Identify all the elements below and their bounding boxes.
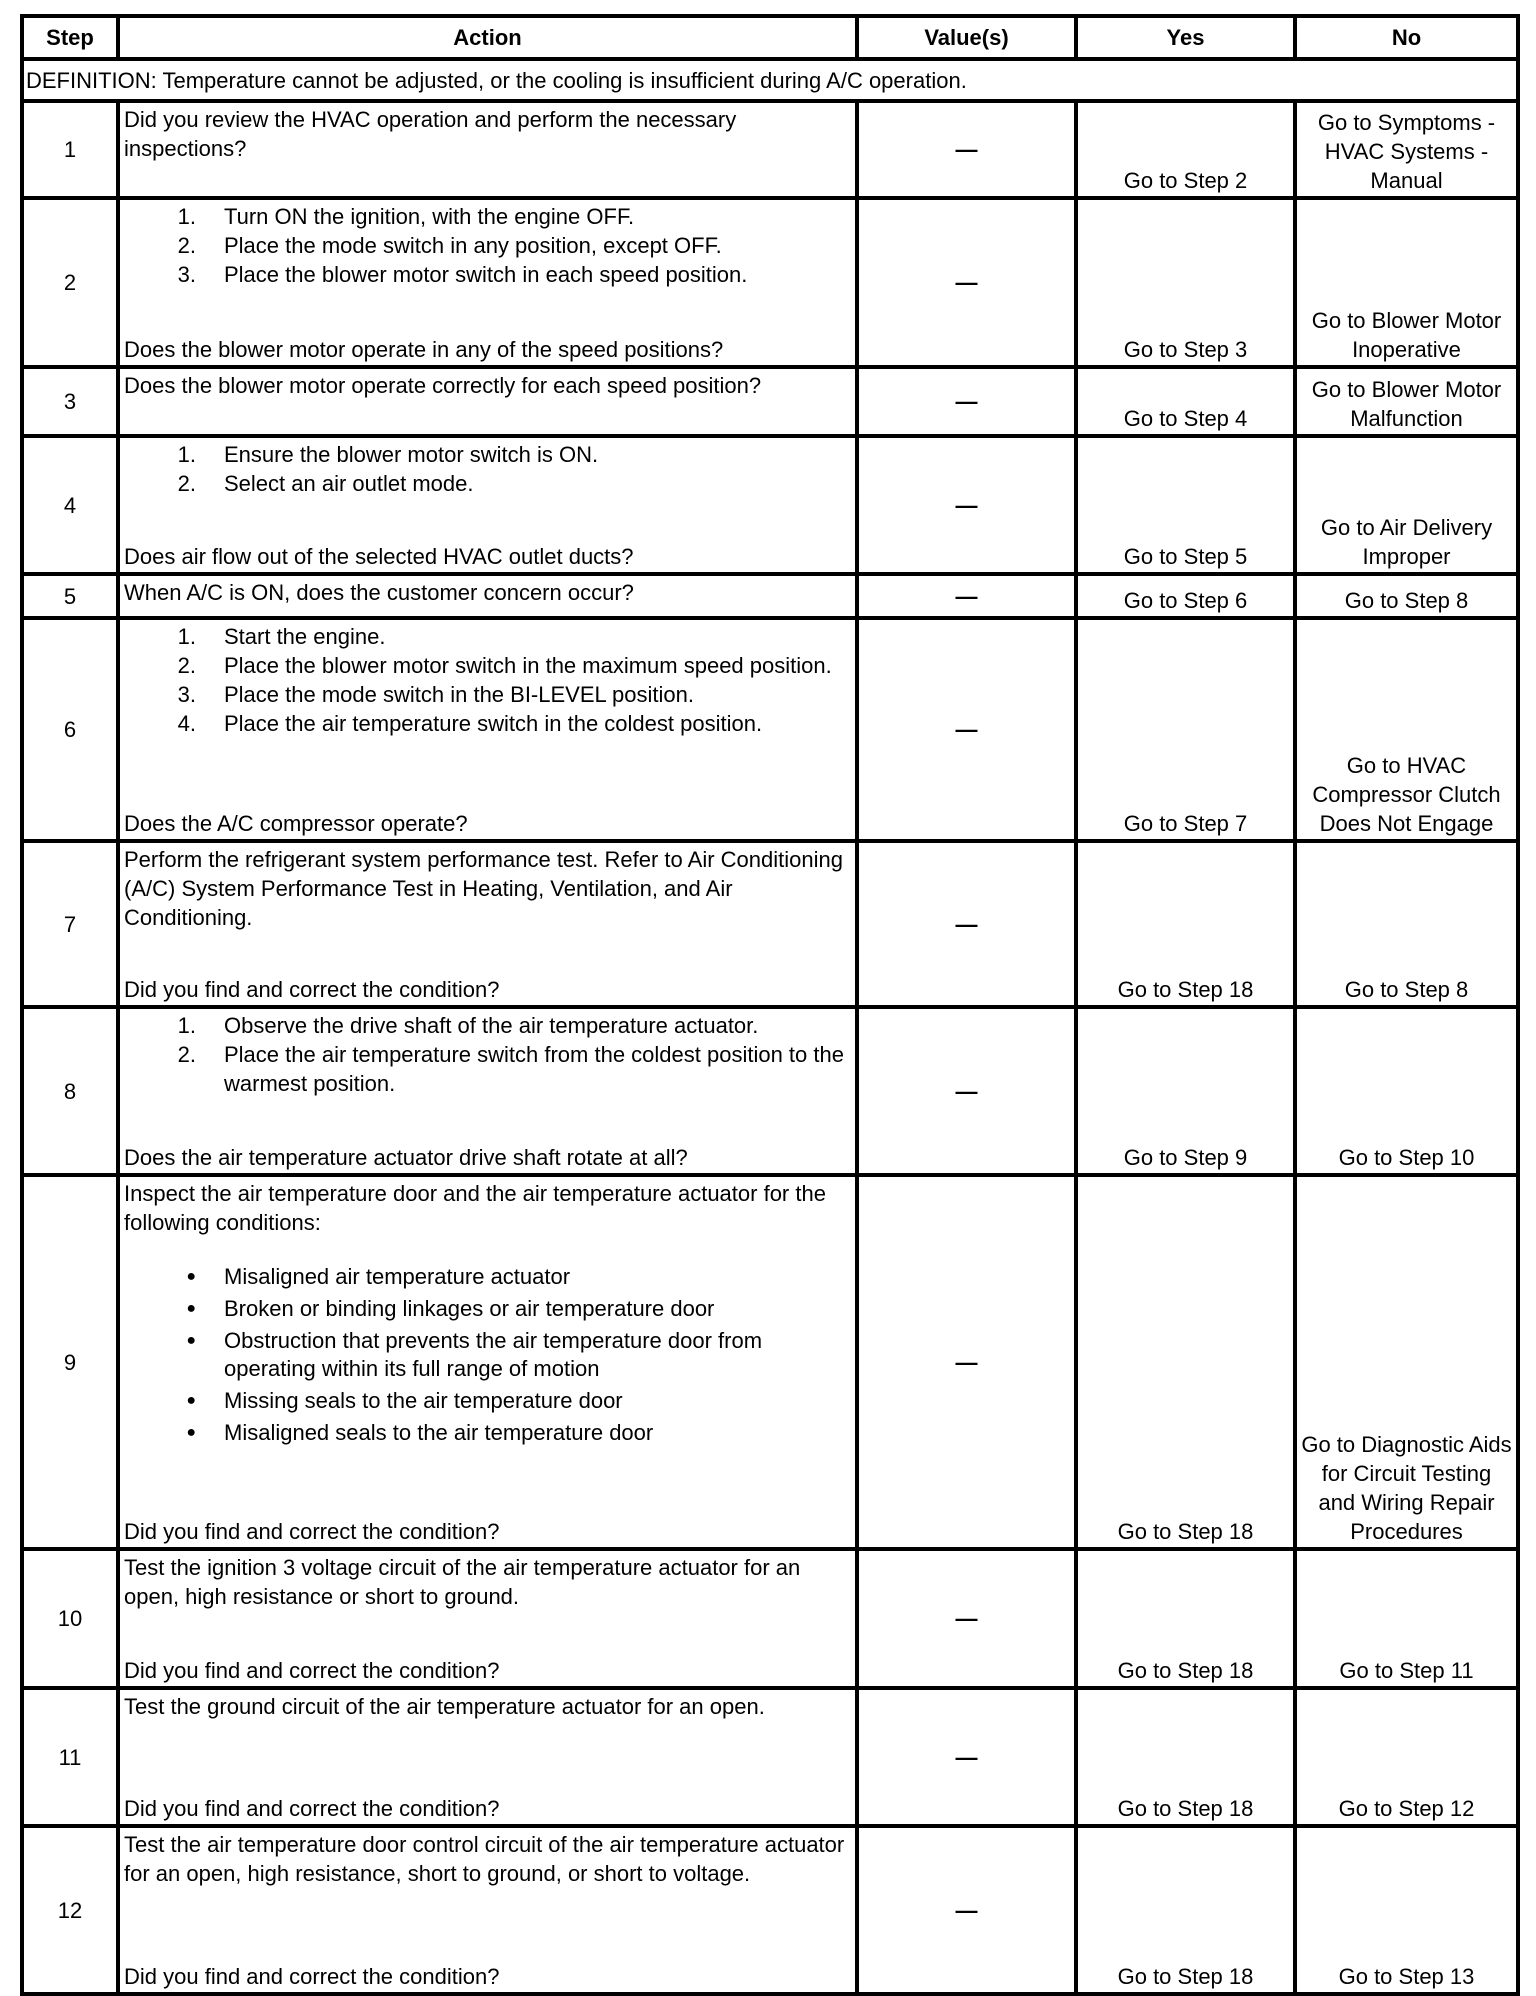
bullet-icon: ●	[186, 1268, 196, 1285]
list-item-text: Obstruction that prevents the air temperature door from operating within its full range of motion	[224, 1328, 763, 1381]
value-cell: —	[857, 1688, 1076, 1826]
action-content	[124, 1692, 851, 1823]
no-link[interactable]: Go to Diagnostic Aids for Circuit Testing and Wiring Repair Procedures	[1295, 1175, 1518, 1549]
list-item	[124, 622, 851, 651]
list-item	[124, 709, 851, 738]
action-content	[124, 845, 851, 1004]
value-cell: —	[857, 1007, 1076, 1175]
action-question: Does the blower motor operate in any of the speed positions?	[124, 337, 724, 362]
action-question: Did you find and correct the condition?	[124, 977, 500, 1002]
list-item-text: Start the engine.	[224, 624, 386, 649]
list-item	[124, 1011, 851, 1040]
step-number: 1	[22, 101, 118, 198]
list-item	[124, 260, 851, 289]
action-question: Does the air temperature actuator drive shaft rotate at all?	[124, 1145, 688, 1170]
list-item-text: Ensure the blower motor switch is ON.	[224, 442, 599, 467]
action-cell	[118, 1549, 857, 1688]
table-row	[22, 198, 1518, 367]
list-item-text: Place the blower motor switch in the maximum speed position.	[224, 653, 832, 678]
definition-text: DEFINITION: Temperature cannot be adjusted, or the cooling is insufficient during A/C operation.	[22, 59, 1518, 101]
value-cell: —	[857, 618, 1076, 841]
value-cell: —	[857, 198, 1076, 367]
action-question: Did you find and correct the condition?	[124, 1519, 500, 1544]
action-question: Did you find and correct the condition?	[124, 1964, 500, 1989]
list-number: 1.	[177, 624, 196, 649]
action-content	[124, 1011, 851, 1172]
bullet-icon: ●	[186, 1392, 196, 1409]
list-item	[124, 1295, 851, 1323]
action-content	[124, 1553, 851, 1685]
value-cell: —	[857, 367, 1076, 436]
no-link[interactable]: Go to Step 13	[1295, 1826, 1518, 1994]
list-item	[124, 231, 851, 260]
no-link[interactable]: Go to Step 11	[1295, 1549, 1518, 1688]
action-cell	[118, 618, 857, 841]
action-list	[124, 622, 851, 738]
list-item-text: Observe the drive shaft of the air temperature actuator.	[224, 1013, 759, 1038]
action-cell	[118, 574, 857, 618]
action-cell	[118, 101, 857, 198]
yes-link[interactable]: Go to Step 18	[1076, 1175, 1295, 1549]
list-item-text: Misaligned air temperature actuator	[224, 1264, 571, 1289]
action-list	[124, 1263, 851, 1447]
step-number: 9	[22, 1175, 118, 1549]
no-link[interactable]: Go to Symptoms - HVAC Systems - Manual	[1295, 101, 1518, 198]
list-item-text: Turn ON the ignition, with the engine OFF.	[224, 204, 635, 229]
step-number: 7	[22, 841, 118, 1007]
header-action: Action	[118, 16, 857, 59]
list-item	[124, 1387, 851, 1415]
list-number: 1.	[177, 442, 196, 467]
no-link[interactable]: Go to Step 10	[1295, 1007, 1518, 1175]
list-item-text: Missing seals to the air temperature door	[224, 1388, 623, 1413]
action-content	[124, 371, 851, 433]
no-link[interactable]: Go to Step 8	[1295, 574, 1518, 618]
list-item	[124, 440, 851, 469]
list-item	[124, 202, 851, 231]
yes-link[interactable]: Go to Step 18	[1076, 841, 1295, 1007]
step-number: 2	[22, 198, 118, 367]
list-number: 1.	[177, 204, 196, 229]
yes-link[interactable]: Go to Step 4	[1076, 367, 1295, 436]
table-row	[22, 436, 1518, 574]
no-link[interactable]: Go to Step 8	[1295, 841, 1518, 1007]
header-yes: Yes	[1076, 16, 1295, 59]
list-number: 2.	[177, 1042, 196, 1067]
action-cell	[118, 1007, 857, 1175]
yes-link[interactable]: Go to Step 5	[1076, 436, 1295, 574]
list-number: 3.	[177, 262, 196, 287]
list-number: 2.	[177, 653, 196, 678]
action-content	[124, 578, 851, 615]
yes-link[interactable]: Go to Step 9	[1076, 1007, 1295, 1175]
table-row	[22, 101, 1518, 198]
action-intro: Perform the refrigerant system performance test. Refer to Air Conditioning (A/C) System Performance Test in Heating, Ventilation, and Air Conditioning.	[124, 847, 843, 930]
action-content	[124, 440, 851, 571]
table-row	[22, 841, 1518, 1007]
action-content	[124, 202, 851, 364]
table-row	[22, 367, 1518, 436]
list-item	[124, 1419, 851, 1447]
list-item-text: Place the mode switch in the BI-LEVEL position.	[224, 682, 694, 707]
action-content	[124, 105, 851, 195]
step-number: 11	[22, 1688, 118, 1826]
table-row	[22, 574, 1518, 618]
step-number: 10	[22, 1549, 118, 1688]
no-link[interactable]: Go to Air Delivery Improper	[1295, 436, 1518, 574]
action-cell	[118, 367, 857, 436]
action-question: Does the A/C compressor operate?	[124, 811, 468, 836]
value-cell: —	[857, 574, 1076, 618]
header-no: No	[1295, 16, 1518, 59]
list-number: 2.	[177, 471, 196, 496]
bullet-icon: ●	[186, 1332, 196, 1349]
value-cell: —	[857, 101, 1076, 198]
list-item	[124, 1327, 851, 1383]
table-row	[22, 1007, 1518, 1175]
list-number: 4.	[177, 711, 196, 736]
list-item-text: Place the air temperature switch from the coldest position to the warmest position.	[224, 1042, 844, 1096]
list-item	[124, 680, 851, 709]
action-intro: Test the ground circuit of the air temperature actuator for an open.	[124, 1694, 765, 1719]
list-item	[124, 1040, 851, 1098]
action-cell	[118, 841, 857, 1007]
no-link[interactable]: Go to Step 12	[1295, 1688, 1518, 1826]
list-item	[124, 651, 851, 680]
action-cell	[118, 436, 857, 574]
value-cell: —	[857, 1175, 1076, 1549]
yes-link[interactable]: Go to Step 6	[1076, 574, 1295, 618]
yes-link[interactable]: Go to Step 18	[1076, 1549, 1295, 1688]
step-number: 4	[22, 436, 118, 574]
no-link[interactable]: Go to Blower Motor Malfunction	[1295, 367, 1518, 436]
value-cell: —	[857, 1826, 1076, 1994]
yes-link[interactable]: Go to Step 2	[1076, 101, 1295, 198]
action-cell	[118, 1826, 857, 1994]
action-list	[124, 202, 851, 289]
value-cell: —	[857, 1549, 1076, 1688]
action-cell	[118, 198, 857, 367]
list-item-text: Misaligned seals to the air temperature door	[224, 1420, 654, 1445]
diagnostic-table	[20, 14, 1520, 1996]
list-item	[124, 469, 851, 498]
list-number: 2.	[177, 233, 196, 258]
definition-row	[22, 59, 1518, 101]
action-intro: Does the blower motor operate correctly for each speed position?	[124, 373, 762, 398]
table-row	[22, 1826, 1518, 1994]
action-intro: Test the air temperature door control circuit of the air temperature actuator for an open, high resistance, short to ground, or short to voltage.	[124, 1832, 845, 1886]
table-row	[22, 1549, 1518, 1688]
action-cell	[118, 1175, 857, 1549]
list-item-text: Place the mode switch in any position, except OFF.	[224, 233, 722, 258]
action-content	[124, 1830, 851, 1991]
yes-link[interactable]: Go to Step 18	[1076, 1826, 1295, 1994]
list-number: 3.	[177, 682, 196, 707]
header-step: Step	[22, 16, 118, 59]
action-intro: Test the ignition 3 voltage circuit of the air temperature actuator for an open, high resistance or short to ground.	[124, 1555, 801, 1609]
value-cell: —	[857, 841, 1076, 1007]
table-row	[22, 1688, 1518, 1826]
header-values: Value(s)	[857, 16, 1076, 59]
action-intro: Did you review the HVAC operation and perform the necessary inspections?	[124, 107, 737, 161]
list-item-text: Place the air temperature switch in the coldest position.	[224, 711, 763, 736]
list-item-text: Select an air outlet mode.	[224, 471, 474, 496]
bullet-icon: ●	[186, 1300, 196, 1317]
no-link[interactable]: Go to Blower Motor Inoperative	[1295, 198, 1518, 367]
table-row	[22, 618, 1518, 841]
yes-link[interactable]: Go to Step 3	[1076, 198, 1295, 367]
yes-link[interactable]: Go to Step 7	[1076, 618, 1295, 841]
action-question: Does air flow out of the selected HVAC outlet ducts?	[124, 544, 634, 569]
list-item	[124, 1263, 851, 1291]
list-number: 1.	[177, 1013, 196, 1038]
action-content	[124, 622, 851, 838]
step-number: 12	[22, 1826, 118, 1994]
value-cell: —	[857, 436, 1076, 574]
no-link[interactable]: Go to HVAC Compressor Clutch Does Not Engage	[1295, 618, 1518, 841]
step-number: 8	[22, 1007, 118, 1175]
action-question: Did you find and correct the condition?	[124, 1658, 500, 1683]
action-list	[124, 440, 851, 498]
list-item-text: Place the blower motor switch in each speed position.	[224, 262, 748, 287]
action-question: Did you find and correct the condition?	[124, 1796, 500, 1821]
action-intro: Inspect the air temperature door and the air temperature actuator for the following conditions:	[124, 1181, 826, 1235]
action-content	[124, 1179, 851, 1546]
step-number: 6	[22, 618, 118, 841]
table-row	[22, 1175, 1518, 1549]
bullet-icon: ●	[186, 1424, 196, 1441]
step-number: 5	[22, 574, 118, 618]
list-item-text: Broken or binding linkages or air temperature door	[224, 1296, 715, 1321]
yes-link[interactable]: Go to Step 18	[1076, 1688, 1295, 1826]
action-list	[124, 1011, 851, 1098]
action-cell	[118, 1688, 857, 1826]
action-intro: When A/C is ON, does the customer concern occur?	[124, 580, 634, 605]
step-number: 3	[22, 367, 118, 436]
header-row	[22, 16, 1518, 59]
